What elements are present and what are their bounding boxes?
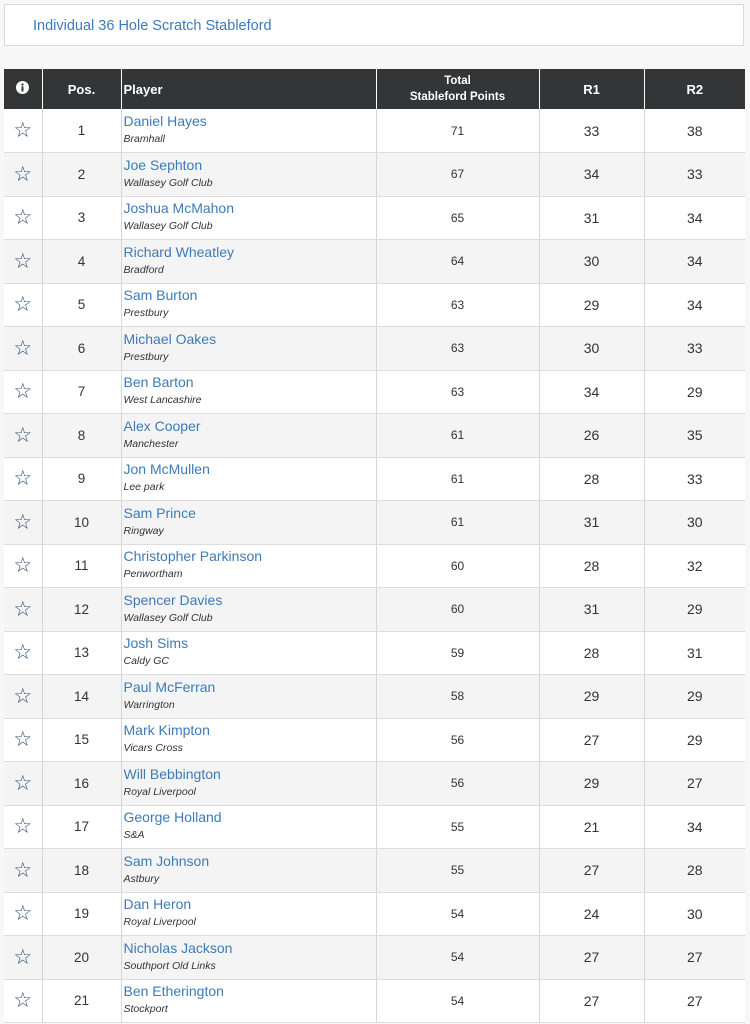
- table-row: [4, 327, 745, 371]
- player-name-link[interactable]: Spencer Davies: [123, 591, 223, 608]
- favorite-star-icon[interactable]: ☆: [4, 936, 42, 980]
- r2-score-cell: 33: [644, 327, 745, 371]
- player-club: Stockport: [123, 1003, 168, 1016]
- r1-score-cell: 31: [539, 588, 644, 632]
- player-name-link[interactable]: Christopher Parkinson: [123, 548, 263, 565]
- r1-score-cell: 24: [539, 892, 644, 936]
- player-club: Manchester: [123, 437, 179, 450]
- total-points-cell: 61: [376, 457, 539, 501]
- favorite-star-icon[interactable]: ☆: [4, 588, 42, 632]
- player-name-link[interactable]: Joshua McMahon: [123, 200, 235, 217]
- favorite-star-icon[interactable]: ☆: [4, 153, 42, 197]
- favorite-star-icon[interactable]: ☆: [4, 892, 42, 936]
- player-cell: [121, 849, 376, 893]
- player-name-link[interactable]: Sam Burton: [123, 287, 198, 304]
- r1-score-cell: 30: [539, 240, 644, 284]
- player-club: Lee park: [123, 481, 165, 494]
- r2-score-cell: 30: [644, 892, 745, 936]
- r1-score-cell: 30: [539, 327, 644, 371]
- player-cell: [121, 283, 376, 327]
- total-header-line1: Total: [444, 75, 471, 87]
- r1-score-cell: 21: [539, 805, 644, 849]
- player-cell: [121, 805, 376, 849]
- favorite-star-icon[interactable]: ☆: [4, 544, 42, 588]
- info-header[interactable]: [4, 69, 42, 109]
- r1-score-cell: 29: [539, 762, 644, 806]
- total-points-cell: 60: [376, 544, 539, 588]
- r2-score-cell: 27: [644, 936, 745, 980]
- table-row: [4, 718, 745, 762]
- player-club: Southport Old Links: [123, 959, 216, 972]
- player-cell: [121, 153, 376, 197]
- leaderboard-table: [4, 69, 745, 1023]
- table-row: [4, 762, 745, 806]
- player-cell: [121, 718, 376, 762]
- r2-score-cell: 30: [644, 501, 745, 545]
- r2-score-cell: 34: [644, 240, 745, 284]
- total-points-cell: 63: [376, 283, 539, 327]
- r1-score-cell: 26: [539, 414, 644, 458]
- r1-header[interactable]: R1: [539, 69, 644, 109]
- r2-score-cell: 38: [644, 109, 745, 153]
- table-header-row: [4, 69, 745, 109]
- player-club: Astbury: [123, 872, 160, 885]
- r1-score-cell: 27: [539, 979, 644, 1023]
- position-cell: 10: [42, 501, 121, 545]
- player-club: Wallasey Golf Club: [123, 176, 213, 189]
- r2-header[interactable]: R2: [644, 69, 745, 109]
- table-row: [4, 240, 745, 284]
- r1-score-cell: 28: [539, 544, 644, 588]
- r2-score-cell: 34: [644, 805, 745, 849]
- favorite-star-icon[interactable]: ☆: [4, 457, 42, 501]
- total-points-cell: 58: [376, 675, 539, 719]
- total-points-cell: 71: [376, 109, 539, 153]
- table-row: [4, 805, 745, 849]
- position-cell: 1: [42, 109, 121, 153]
- total-points-cell: 60: [376, 588, 539, 632]
- r1-score-cell: 33: [539, 109, 644, 153]
- favorite-star-icon[interactable]: ☆: [4, 805, 42, 849]
- table-row: [4, 675, 745, 719]
- position-cell: 7: [42, 370, 121, 414]
- player-club: Royal Liverpool: [123, 916, 196, 929]
- r1-score-cell: 28: [539, 457, 644, 501]
- table-row: [4, 588, 745, 632]
- r2-score-cell: 34: [644, 196, 745, 240]
- r1-score-cell: 29: [539, 675, 644, 719]
- total-points-cell: 65: [376, 196, 539, 240]
- player-club: Bramhall: [123, 133, 165, 145]
- player-name-link[interactable]: Mark Kimpton: [123, 722, 210, 739]
- position-cell: 15: [42, 718, 121, 762]
- player-club: Prestbury: [123, 307, 169, 320]
- player-club: Vicars Cross: [123, 742, 183, 755]
- player-club: West Lancashire: [123, 394, 202, 407]
- total-points-cell: 63: [376, 327, 539, 371]
- r2-score-cell: 29: [644, 370, 745, 414]
- player-cell: [121, 936, 376, 980]
- table-row: [4, 849, 745, 893]
- player-name-link[interactable]: Dan Heron: [123, 896, 192, 913]
- r2-score-cell: 29: [644, 718, 745, 762]
- table-row: [4, 153, 745, 197]
- favorite-star-icon[interactable]: ☆: [4, 718, 42, 762]
- position-cell: 9: [42, 457, 121, 501]
- position-cell: 18: [42, 849, 121, 893]
- position-cell: 2: [42, 153, 121, 197]
- table-row: [4, 457, 745, 501]
- position-cell: 11: [42, 544, 121, 588]
- r2-score-cell: 34: [644, 283, 745, 327]
- player-cell: [121, 762, 376, 806]
- r1-score-cell: 29: [539, 283, 644, 327]
- player-club: Caldy GC: [123, 655, 170, 668]
- total-points-cell: 56: [376, 762, 539, 806]
- r2-score-cell: 33: [644, 153, 745, 197]
- player-cell: [121, 370, 376, 414]
- player-name-link[interactable]: Richard Wheatley: [123, 243, 234, 260]
- player-name-link[interactable]: Nicholas Jackson: [123, 939, 233, 956]
- player-club: Wallasey Golf Club: [123, 220, 213, 233]
- position-cell: 13: [42, 631, 121, 675]
- favorite-star-icon[interactable]: ☆: [4, 501, 42, 545]
- r2-score-cell: 33: [644, 457, 745, 501]
- player-name-link[interactable]: Sam Prince: [123, 504, 196, 521]
- r1-score-cell: 27: [539, 936, 644, 980]
- total-header-line2: Stableford Points: [409, 91, 506, 103]
- position-cell: 12: [42, 588, 121, 632]
- total-points-cell: 54: [376, 936, 539, 980]
- r1-score-cell: 28: [539, 631, 644, 675]
- r2-score-cell: 35: [644, 414, 745, 458]
- favorite-star-icon[interactable]: ☆: [4, 979, 42, 1023]
- player-club: Wallasey Golf Club: [123, 611, 213, 624]
- favorite-star-icon[interactable]: ☆: [4, 762, 42, 806]
- player-club: Royal Liverpool: [123, 785, 196, 798]
- player-cell: [121, 631, 376, 675]
- player-club: Prestbury: [123, 350, 169, 363]
- r2-score-cell: 27: [644, 762, 745, 806]
- table-row: [4, 196, 745, 240]
- position-cell: 17: [42, 805, 121, 849]
- player-name-link[interactable]: George Holland: [123, 809, 222, 826]
- total-points-header[interactable]: [376, 69, 539, 109]
- player-club: Warrington: [123, 698, 175, 711]
- r2-score-cell: 27: [644, 979, 745, 1023]
- total-points-cell: 63: [376, 370, 539, 414]
- table-row: [4, 414, 745, 458]
- favorite-star-icon[interactable]: ☆: [4, 370, 42, 414]
- competition-header: [4, 4, 744, 46]
- r1-score-cell: 27: [539, 718, 644, 762]
- table-row: [4, 936, 745, 980]
- table-row: [4, 109, 745, 153]
- player-name-link[interactable]: Alex Cooper: [123, 417, 201, 434]
- total-points-cell: 61: [376, 501, 539, 545]
- total-points-cell: 56: [376, 718, 539, 762]
- favorite-star-icon[interactable]: ☆: [4, 196, 42, 240]
- player-cell: [121, 544, 376, 588]
- player-club: S&A: [123, 829, 145, 842]
- favorite-star-icon[interactable]: ☆: [4, 327, 42, 371]
- table-row: [4, 892, 745, 936]
- pos-header[interactable]: Pos.: [42, 69, 121, 109]
- position-cell: 21: [42, 979, 121, 1023]
- total-points-cell: 55: [376, 805, 539, 849]
- r1-score-cell: 31: [539, 196, 644, 240]
- total-points-cell: 64: [376, 240, 539, 284]
- player-name-link[interactable]: Michael Oakes: [123, 330, 217, 347]
- player-name-link[interactable]: Daniel Hayes: [123, 113, 207, 129]
- total-points-cell: 54: [376, 979, 539, 1023]
- favorite-star-icon[interactable]: ☆: [4, 675, 42, 719]
- player-name-link[interactable]: Joe Sephton: [123, 156, 203, 173]
- competition-title[interactable]: Individual 36 Hole Scratch Stableford: [33, 18, 272, 34]
- favorite-star-icon[interactable]: ☆: [4, 631, 42, 675]
- position-cell: 6: [42, 327, 121, 371]
- position-cell: 8: [42, 414, 121, 458]
- total-points-cell: 55: [376, 849, 539, 893]
- r2-score-cell: 28: [644, 849, 745, 893]
- player-cell: [121, 588, 376, 632]
- total-points-cell: 54: [376, 892, 539, 936]
- favorite-star-icon[interactable]: ☆: [4, 109, 42, 153]
- player-cell: [121, 414, 376, 458]
- position-cell: 4: [42, 240, 121, 284]
- table-row: [4, 544, 745, 588]
- position-cell: 3: [42, 196, 121, 240]
- favorite-star-icon[interactable]: ☆: [4, 414, 42, 458]
- table-row: [4, 979, 745, 1023]
- player-club: Ringway: [123, 524, 164, 537]
- r1-score-cell: 34: [539, 153, 644, 197]
- r2-score-cell: 32: [644, 544, 745, 588]
- player-cell: [121, 196, 376, 240]
- position-cell: 5: [42, 283, 121, 327]
- info-icon: [16, 81, 29, 94]
- player-name-link[interactable]: Jon McMullen: [123, 461, 210, 478]
- position-cell: 20: [42, 936, 121, 980]
- total-points-cell: 67: [376, 153, 539, 197]
- r2-score-cell: 31: [644, 631, 745, 675]
- total-points-cell: 61: [376, 414, 539, 458]
- player-name-link[interactable]: Ben Etherington: [123, 983, 224, 1000]
- player-cell: [121, 327, 376, 371]
- player-cell: [121, 457, 376, 501]
- total-points-cell: 59: [376, 631, 539, 675]
- table-row: [4, 501, 745, 545]
- player-name-link[interactable]: Paul McFerran: [123, 678, 216, 695]
- position-cell: 19: [42, 892, 121, 936]
- r1-score-cell: 27: [539, 849, 644, 893]
- position-cell: 14: [42, 675, 121, 719]
- player-club: Penwortham: [123, 568, 183, 581]
- player-name-link[interactable]: Josh Sims: [123, 635, 189, 652]
- table-row: [4, 631, 745, 675]
- player-cell: [121, 501, 376, 545]
- favorite-star-icon[interactable]: ☆: [4, 283, 42, 327]
- r2-score-cell: 29: [644, 588, 745, 632]
- player-cell: [121, 675, 376, 719]
- player-header[interactable]: Player: [121, 69, 376, 109]
- player-cell: [121, 979, 376, 1023]
- table-row: [4, 370, 745, 414]
- r2-score-cell: 29: [644, 675, 745, 719]
- r1-score-cell: 31: [539, 501, 644, 545]
- favorite-star-icon[interactable]: ☆: [4, 240, 42, 284]
- favorite-star-icon[interactable]: ☆: [4, 849, 42, 893]
- table-row: [4, 283, 745, 327]
- player-cell: [121, 240, 376, 284]
- player-name-link[interactable]: Will Bebbington: [123, 765, 221, 782]
- player-name-link[interactable]: Sam Johnson: [123, 852, 210, 869]
- player-cell: [121, 892, 376, 936]
- player-name-link[interactable]: Ben Barton: [123, 374, 194, 391]
- player-cell: [121, 109, 376, 153]
- position-cell: 16: [42, 762, 121, 806]
- r1-score-cell: 34: [539, 370, 644, 414]
- player-club: Bradford: [123, 263, 164, 276]
